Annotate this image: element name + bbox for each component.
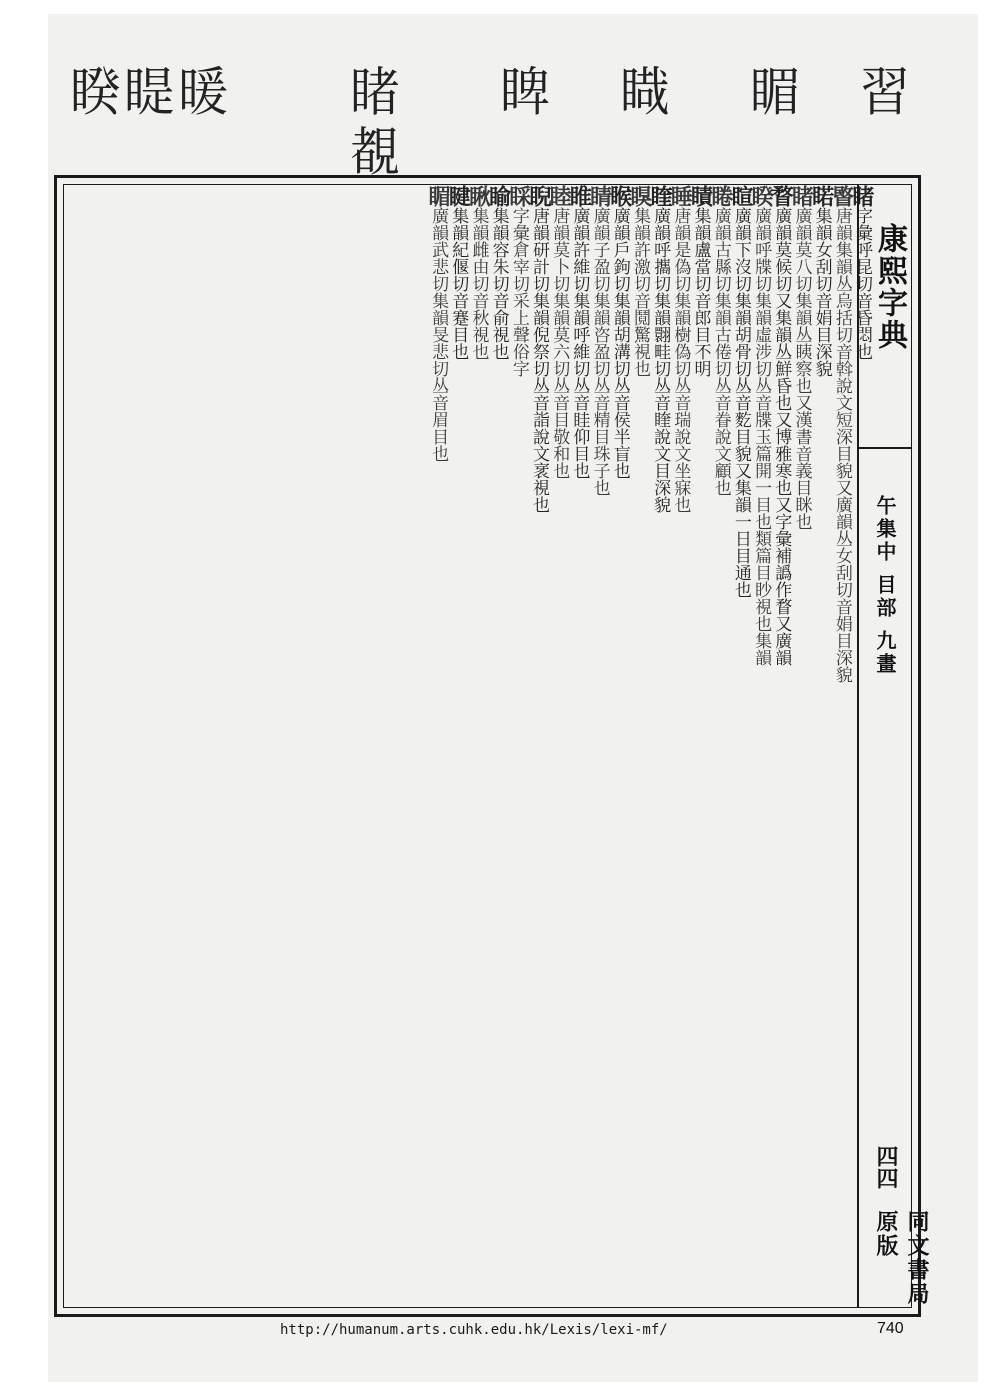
entry-column bbox=[727, 185, 754, 1307]
entry-column bbox=[465, 185, 492, 1307]
entry-column bbox=[828, 185, 855, 1307]
entry-headword: 睻 bbox=[727, 185, 754, 207]
entry-column bbox=[425, 185, 452, 1307]
entry-headword: 睢 bbox=[566, 185, 593, 207]
entry-text: 集韻盧當切音郎目不明 bbox=[690, 207, 711, 377]
entry-headword: 睦 bbox=[546, 185, 573, 207]
entry-column bbox=[606, 185, 633, 1307]
entry-headword: 瞀 bbox=[768, 185, 795, 207]
source-url[interactable]: http://humanum.arts.cuhk.edu.hk/Lexis/lexi-mf/ bbox=[280, 1322, 668, 1338]
dictionary-frame bbox=[54, 175, 930, 1317]
entry-column bbox=[485, 185, 512, 1307]
page-number: 740 bbox=[877, 1320, 904, 1337]
radical-label: 目部 bbox=[873, 573, 897, 620]
side-panel bbox=[857, 185, 930, 1307]
seal-mid: 睥 bbox=[500, 61, 554, 123]
entry-headword: 睮 bbox=[485, 185, 512, 207]
entry-column bbox=[748, 185, 775, 1307]
entry-text: 廣韻戶鉤切集韻胡溝切丛音侯半盲也 bbox=[609, 207, 630, 479]
strokes-label: 九畫 bbox=[873, 629, 897, 676]
entry-headword: 瞅 bbox=[465, 185, 492, 207]
entry-text: 廣韻呼攜切集韻翾畦切丛音睳說文目深貌 bbox=[650, 207, 671, 513]
entry-text: 字彙呼昆切音昏悶也 bbox=[852, 207, 872, 360]
entry-column bbox=[445, 185, 472, 1307]
entry-text: 字彙倉宰切采上聲俗字 bbox=[508, 207, 529, 377]
entry-columns bbox=[425, 185, 875, 1307]
entry-text: 集韻紀偃切音蹇目也 bbox=[448, 207, 469, 360]
entry-text: 集韻許激切音鬩驚視也 bbox=[629, 207, 650, 377]
entry-column bbox=[546, 185, 573, 1307]
entry-text: 廣韻莫候切又集韻丛鮮昏也又博雅寒也又字彙補譌作瞀又廣韻 bbox=[771, 207, 792, 666]
entry-column bbox=[526, 185, 552, 1307]
entry-text: 集韻容朱切音俞視也 bbox=[488, 207, 509, 360]
entry-column bbox=[647, 185, 674, 1307]
entry-text: 唐韻是偽切集韻樹偽切丛音瑞說文坐寐也 bbox=[670, 207, 691, 513]
entry-headword: 睡 bbox=[667, 185, 694, 207]
seal-left-group: 睽睼暖 bbox=[70, 61, 232, 123]
entry-text: 集韻雌由切音秋視也 bbox=[468, 207, 489, 360]
entry-column bbox=[687, 185, 714, 1307]
entry-headword: 睹 bbox=[788, 185, 815, 207]
entry-text: 廣韻下沒切集韻胡骨切丛音麧目貌又集韻一日目通也 bbox=[730, 207, 751, 598]
side-divider bbox=[859, 447, 911, 449]
side-page-label: 四四 bbox=[873, 1145, 899, 1189]
seal-center-bottom: 覩 bbox=[350, 121, 404, 183]
section-info bbox=[871, 495, 900, 676]
inner-border bbox=[63, 184, 930, 1308]
publisher-label: 同文書局原版 bbox=[873, 1210, 930, 1306]
seal-right: 習 bbox=[860, 61, 914, 123]
entry-headword: 睹 bbox=[849, 185, 875, 207]
entry-headword: 睳 bbox=[647, 185, 674, 207]
entry-headword: 睸 bbox=[425, 185, 452, 207]
entry-column bbox=[505, 185, 532, 1307]
seal-script-header bbox=[60, 40, 920, 183]
entry-headword: 睛 bbox=[586, 185, 613, 207]
entry-headword: 睬 bbox=[505, 185, 532, 207]
entry-text: 廣韻子盈切集韻咨盈切丛音精目珠子也 bbox=[589, 207, 610, 496]
entry-column bbox=[586, 185, 613, 1307]
seal-center-top: 睹 bbox=[350, 61, 404, 123]
entry-text: 唐韻莫卜切集韻莫六切丛音目敬和也 bbox=[549, 207, 570, 479]
book-title: 康熙字典 bbox=[872, 223, 907, 351]
entry-headword: 睯 bbox=[828, 185, 855, 207]
seal-mid3: 睸 bbox=[750, 61, 804, 123]
entry-headword: 睨 bbox=[526, 185, 552, 207]
seal-mid2: 睵 bbox=[620, 61, 674, 123]
entry-column bbox=[667, 185, 694, 1307]
entry-text: 廣韻許維切集韻呼維切丛音眭仰目也 bbox=[569, 207, 590, 479]
entry-column bbox=[707, 185, 734, 1307]
entry-column bbox=[768, 185, 795, 1307]
entry-text: 唐韻研計切集韻倪祭切丛音詣說文衺視也 bbox=[529, 207, 549, 513]
entry-column bbox=[788, 185, 815, 1307]
entry-headword: 睰 bbox=[808, 185, 835, 207]
entry-headword: 瞁 bbox=[626, 185, 653, 207]
entry-text: 唐韻集韻丛烏括切音斡說文短深目貌又廣韻丛女刮切音娟目深貌 bbox=[831, 207, 852, 683]
entry-headword: 睠 bbox=[707, 185, 734, 207]
entry-column bbox=[808, 185, 835, 1307]
entry-headword: 睽 bbox=[748, 185, 775, 207]
entry-headword: 瞔 bbox=[687, 185, 714, 207]
entry-column bbox=[626, 185, 653, 1307]
entry-column bbox=[566, 185, 593, 1307]
entry-text: 廣韻呼牒切集韻虛涉切丛音牒玉篇開一目也類篇目眇視也集韻 bbox=[751, 207, 772, 666]
section-label: 午集中 bbox=[873, 495, 897, 564]
entry-text: 集韻女刮切音娟目深貌 bbox=[811, 207, 832, 377]
dictionary-body bbox=[64, 185, 875, 1307]
entry-text: 廣韻古縣切集韻古倦切丛音眷說文顧也 bbox=[710, 207, 731, 496]
entry-headword: 睺 bbox=[606, 185, 633, 207]
entry-text: 廣韻武悲切集韻旻悲切丛音眉目也 bbox=[428, 207, 449, 462]
entry-headword: 睷 bbox=[445, 185, 472, 207]
entry-text: 廣韻莫八切集韻丛眱察也又漢書音義目眯也 bbox=[791, 207, 812, 530]
